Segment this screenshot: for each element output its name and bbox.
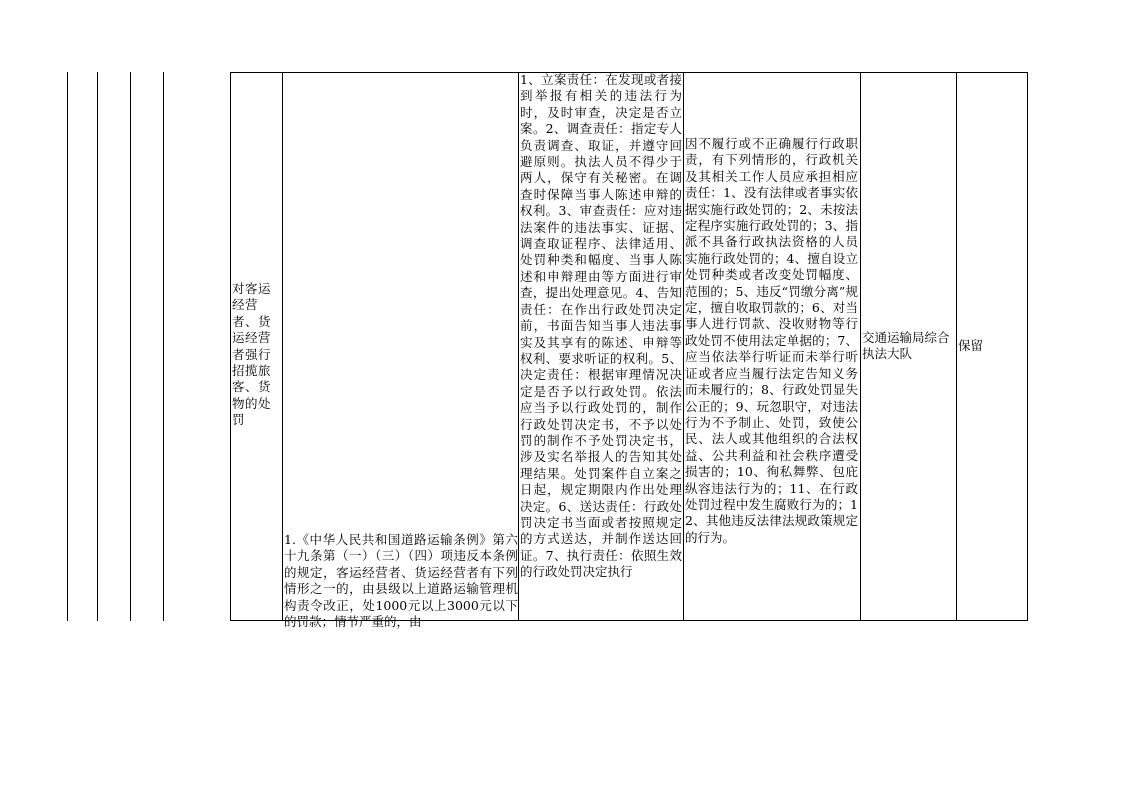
border-col-11 [1027, 72, 1028, 621]
border-col-4 [163, 72, 164, 621]
status-text: 保留 [958, 338, 984, 353]
cell-department [862, 72, 954, 620]
cell-item-name [232, 72, 280, 620]
border-col-6 [282, 72, 283, 621]
responsibilities-text: 1、立案责任：在发现或者接到举报有相关的违法行为时，及时审查，决定是否立案。2、调查责任：指定专人负责调查、取证，并遵守回避原则。执法人员不得少于两人，保守有关秘密。在调查时保障当事人陈述申辩的权利。3、审查责任：应对违法案件的违法事实、证据、调查取证程序、法律适用、处罚种类和幅度、当事人陈述和申辩理由等方面进行审查，提出处理意见。4、告知责任：在作出行政处罚决定前，书面告知当事人违法事实及其享有的陈述、申辩等权利、要求听证的权利。5、决定责任：根据审理情况决定是否予以行政处罚。依法应当予以行政处罚的，制作行政处罚决定书，不予以处罚的制作不予处罚决定书，涉及实名举报人的告知其处理结果。处罚案件自立案之日起，规定期限内作出处理决定。6、送达责任：行政处罚决定书当面或者按照规定的方式送达，并制作送达回证。7、执行责任：依照生效的行政处罚决定执行 [520, 72, 682, 580]
cell-status [958, 72, 1026, 620]
border-col-7 [518, 72, 519, 621]
border-col-3 [130, 72, 131, 621]
cell-responsibilities [520, 72, 682, 620]
border-col-10 [956, 72, 957, 621]
border-col-9 [860, 72, 861, 621]
border-col-2 [97, 72, 98, 621]
border-col-1 [67, 72, 68, 621]
border-col-5 [230, 72, 231, 621]
cell-accountability [685, 72, 858, 620]
cell-legal-basis [284, 72, 518, 630]
item-name-text: 对客运经营者、货运经营者强行招揽旅客、货物的处罚 [232, 281, 272, 428]
border-col-8 [683, 72, 684, 621]
department-text: 交通运输局综合执法大队 [862, 330, 950, 362]
accountability-text: 因不履行或不正确履行行政职责，有下列情形的，行政机关及其相关工作人员应承担相应责任：1、没有法律或者事实依据实施行政处罚的；2、未按法定程序实施行政处罚的；3、指派不具备行政执法资格的人员实施行政处罚的；4、擅自设立处罚种类或者改变处罚幅度、范围的；5、违反“罚缴分离”规定，擅自收取罚款的；6、对当事人进行罚款、没收财物等行政处罚不使用法定单据的；7、应当依法举行听证而未举行听证或者应当履行法定告知义务而未履行的；8、行政处罚显失公正的；9、玩忽职守，对违法行为不予制止、处罚，致使公民、法人或其他组织的合法权益、公共利益和社会秩序遭受损害的；10、徇私舞弊、包庇纵容违法行为的；11、在行政处罚过程中发生腐败行为的；12、其他违反法律法规政策规定的行为。 [685, 136, 858, 545]
legal-basis-text: 1.《中华人民共和国道路运输条例》第六十九条第（一）（三）（四）项违反本条例的规定，客运经营者、货运经营者有下列情形之一的，由县级以上道路运输管理机构责令改正，处1000元以上3000元以下的罚款；情节严重的，由 [284, 532, 518, 630]
